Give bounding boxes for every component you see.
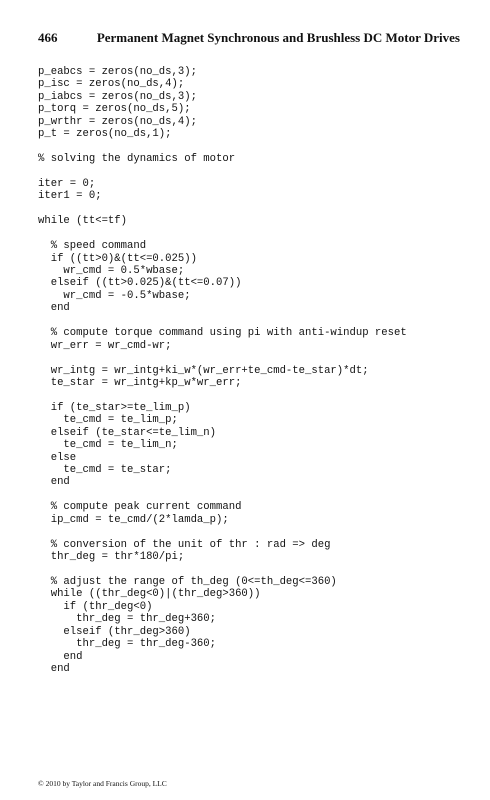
code-line <box>38 166 480 178</box>
code-line <box>38 526 480 538</box>
code-line: thr_deg = thr*180/pi; <box>38 551 185 564</box>
code-line <box>38 352 480 364</box>
code-line: end <box>38 476 70 489</box>
code-line: iter = 0; <box>38 177 96 190</box>
code-line: te_star = wr_intg+kp_w*wr_err; <box>38 376 242 389</box>
page-header <box>38 30 460 50</box>
code-line: te_cmd = te_lim_p; <box>38 414 178 427</box>
code-line: p_torq = zeros(no_ds,5); <box>38 103 191 116</box>
code-line <box>38 564 480 576</box>
running-title: Permanent Magnet Synchronous and Brushless DC Motor Drives <box>96 30 460 45</box>
code-line <box>38 228 480 240</box>
code-line: thr_deg = thr_deg-360; <box>38 638 217 651</box>
code-line <box>38 315 480 327</box>
code-line: if (thr_deg<0) <box>38 600 153 613</box>
page-number: 466 <box>38 30 58 45</box>
copyright-footer: © 2010 by Taylor and Francis Group, LLC <box>38 779 167 788</box>
code-line: p_t = zeros(no_ds,1); <box>38 128 172 141</box>
code-line: thr_deg = thr_deg+360; <box>38 613 217 626</box>
code-line: else <box>38 451 77 464</box>
code-line <box>38 203 480 215</box>
code-line: % compute torque command using pi with anti-windup reset <box>38 327 407 340</box>
code-line <box>38 489 480 501</box>
code-line: if (te_star>=te_lim_p) <box>38 401 191 414</box>
code-line: wr_err = wr_cmd-wr; <box>38 339 172 352</box>
code-line: p_iabcs = zeros(no_ds,3); <box>38 90 197 103</box>
code-line: elseif ((tt>0.025)&(tt<=0.07)) <box>38 277 242 290</box>
code-line: end <box>38 302 70 315</box>
code-line <box>38 141 480 153</box>
code-line: % conversion of the unit of thr : rad => deg <box>38 538 331 551</box>
code-line: end <box>38 663 70 675</box>
code-line: iter1 = 0; <box>38 190 102 203</box>
code-line: % speed command <box>38 240 147 253</box>
code-line: elseif (thr_deg>360) <box>38 625 191 638</box>
code-line <box>38 389 480 401</box>
code-line: wr_cmd = 0.5*wbase; <box>38 265 185 277</box>
code-line: te_cmd = te_star; <box>38 464 172 476</box>
code-line: ip_cmd = te_cmd/(2*lamda_p); <box>38 513 229 526</box>
code-line: p_isc = zeros(no_ds,4); <box>38 78 185 91</box>
code-line: while (tt<=tf) <box>38 215 128 228</box>
code-line: p_eabcs = zeros(no_ds,3); <box>38 66 197 78</box>
code-line: p_wrthr = zeros(no_ds,4); <box>38 115 197 128</box>
code-line: te_cmd = te_lim_n; <box>38 439 178 452</box>
code-line: if ((tt>0)&(tt<=0.025)) <box>38 252 197 265</box>
code-line: wr_intg = wr_intg+ki_w*(wr_err+te_cmd-te_star)*dt; <box>38 364 369 377</box>
code-listing <box>38 66 480 675</box>
code-line: wr_cmd = -0.5*wbase; <box>38 289 191 302</box>
code-line: elseif (te_star<=te_lim_n) <box>38 426 217 439</box>
code-line: while ((thr_deg<0)|(thr_deg>360)) <box>38 588 261 601</box>
code-line: % compute peak current command <box>38 501 242 514</box>
code-line: end <box>38 650 83 663</box>
code-line: % adjust the range of th_deg (0<=th_deg<=360) <box>38 575 337 588</box>
code-line: % solving the dynamics of motor <box>38 153 236 166</box>
